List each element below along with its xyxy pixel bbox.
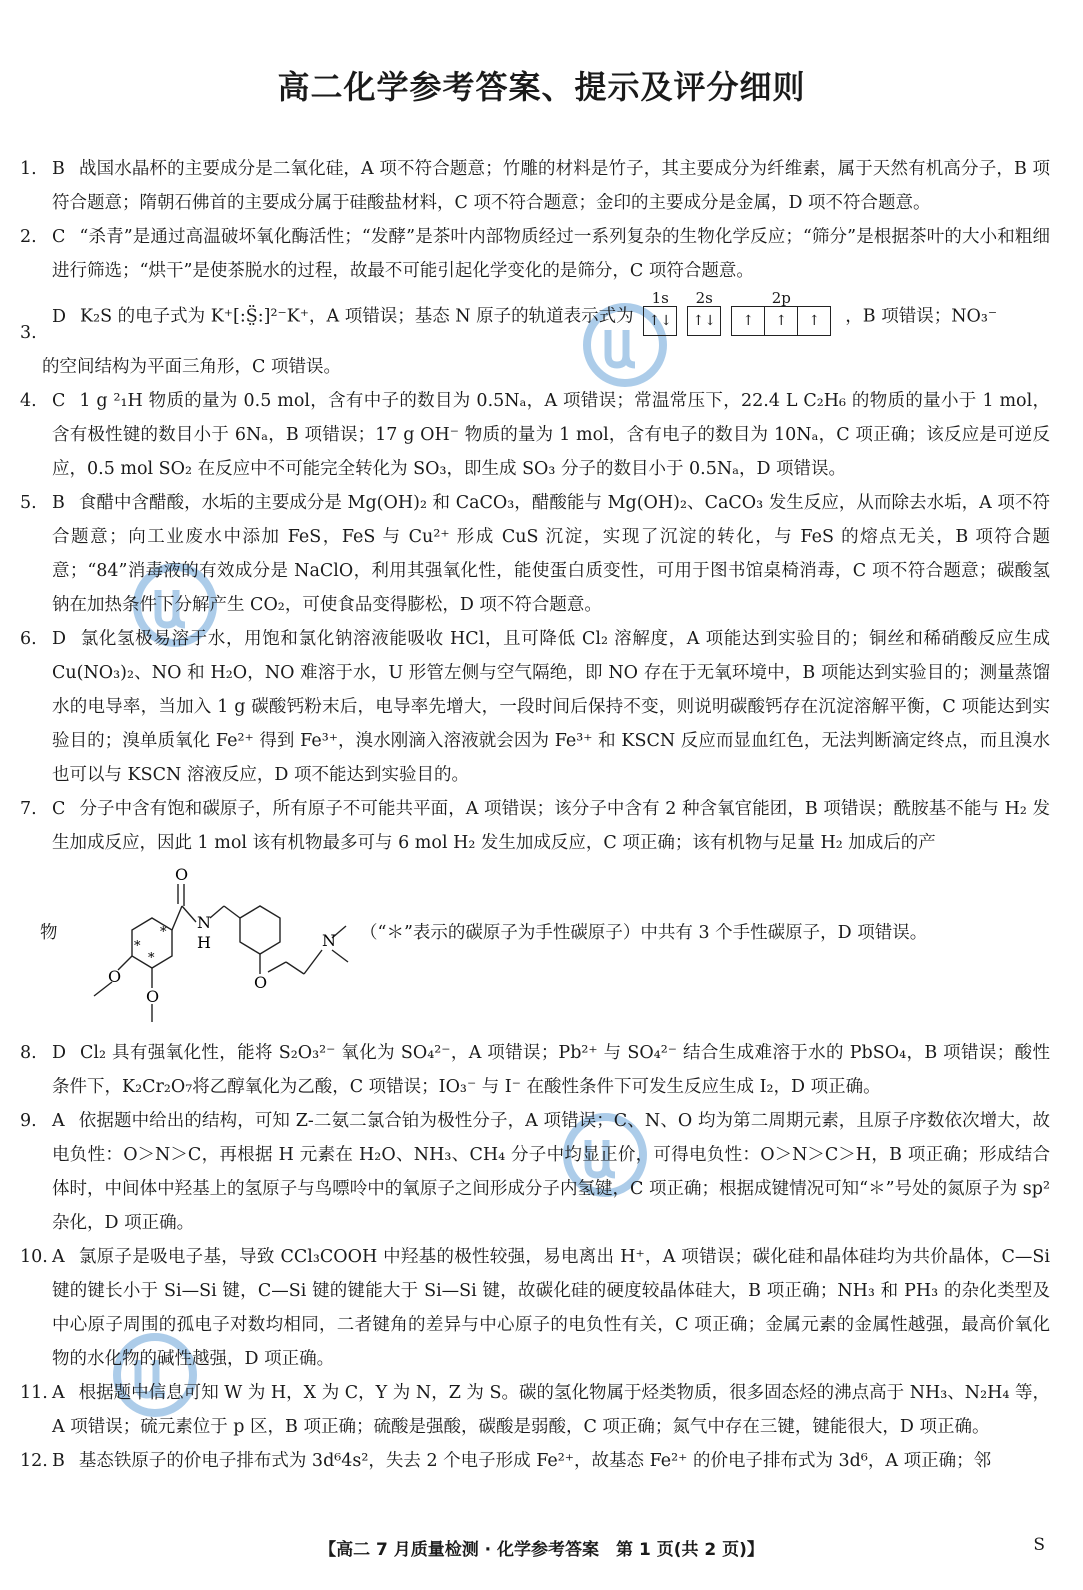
orbital-cell: ↑↓ [692, 313, 716, 329]
item-text: 基态铁原子的价电子排布式为 3d⁶4s²，失去 2 个电子形成 Fe²⁺，故基态 Fe²⁺ 的价电子排布式为 3d⁶，A 项正确；邻 [78, 1451, 992, 1471]
item-number: 8. [20, 1043, 37, 1063]
page-title: 高二化学参考答案、提示及评分细则 [277, 68, 806, 106]
item-answer: B [52, 1451, 65, 1471]
orbital-diagram [643, 290, 841, 336]
item-answer: C [52, 227, 66, 247]
item-text: 战国水晶杯的主要成分是二氧化硅，A 项不符合题意；竹雕的材料是竹子，其主要成分为纤维素，属于天然有机高分子，B 项符合题意；隋朝石佛首的主要成分属于硅酸盐材料，C 项不符合题意；金印的主要成分是金属，D 项不符合题意。 [52, 159, 1050, 213]
item-number: 11. [20, 1383, 48, 1403]
item-number: 9. [20, 1111, 37, 1131]
item-answer: D [52, 629, 67, 649]
item-number: 7. [20, 799, 37, 819]
item-text: 氯原子是吸电子基，导致 CCl₃COOH 中羟基的极性较强，易电离出 H⁺，A 项错误；碳化硅和晶体硅均为共价晶体，C—Si 键的键长小于 Si—Si 键，C—Si 键的键能大于 Si—Si 键，故碳化硅的硬度较晶体硅大，B 项正确；NH₃ 和 PH₃ 的杂化类型及中心原子周围的孤电子对数均相同，二者键角的差异与中心原子的电负性有关，C 项正确；金属元素的金属性越强，最高价氧化物的水化物的碱性越强，D 项正确。 [52, 1247, 1050, 1369]
answer-item-4 [20, 384, 1050, 486]
molecule-row [20, 866, 1050, 1036]
item-text: 氯化氢极易溶于水，用饱和氯化钠溶液能吸收 HCl，且可降低 Cl₂ 溶解度，A 项能达到实验目的；铜丝和稀硝酸反应生成 Cu(NO₃)₂、NO 和 H₂O，NO 难溶于水，U 形管左侧与空气隔绝，即 NO 存在于无氧环境中，B 项能达到实验目的；测量蒸馏水的电导率，当加入 1 g 碳酸钙粉末后，电导率先增大，一段时间后保持不变，则说明碳酸钙存在沉淀溶解平衡，C 项能达到实验目的；溴单质氧化 Fe²⁺ 得到 Fe³⁺，溴水刚滴入溶液就会因为 Fe³⁺ 和 KSCN 反应而显血红色，无法判断滴定终点，而且溴水也可以与 KSCN 溶液反应，D 项不能达到实验目的。 [52, 629, 1050, 785]
answer-item-3-cont [20, 350, 1050, 384]
atom-n-amine: N [322, 931, 336, 950]
footer-version: S [1033, 1535, 1045, 1555]
page-footer: 【高二 7 月质量检测 · 化学参考答案 第 1 页(共 2 页)】 [319, 1540, 764, 1560]
molecule-structure [72, 866, 362, 1026]
item-number: 10. [20, 1247, 48, 1267]
atom-h-amide: H [197, 933, 211, 952]
item-answer: C [52, 799, 66, 819]
answer-item-12 [20, 1444, 1050, 1478]
item-answer: A [52, 1383, 65, 1403]
orbital-cell: ↑ [765, 307, 798, 335]
orbital-cell: ↑ [732, 307, 765, 335]
item-number: 5. [20, 493, 37, 513]
orbital-label-2p: 2p [771, 289, 791, 307]
chiral-star: * [134, 939, 141, 954]
answer-item-3 [20, 289, 1050, 343]
item-text: （“＊”表示的碳原子为手性碳原子）中共有 3 个手性碳原子，D 项错误。 [360, 923, 928, 943]
item-number: 3. [20, 323, 37, 343]
answer-list [20, 152, 1050, 1478]
orbital-label-1s: 1s [651, 289, 669, 307]
item-text: ，B 项错误；NO₃⁻ [845, 306, 998, 327]
item-text: 依据题中给出的结构，可知 Z-二氨二氯合铂为极性分子，A 项错误；C、N、O 均为第二周期元素，且原子序数依次增大，故电负性：O＞N＞C，再根据 H 元素在 H₂O、NH₃、CH₄ 分子中均显正价，可得电负性：O＞N＞C＞H，B 项正确；形成结合体时，中间体中羟基上的氢原子与鸟嘌呤中的氧原子之间形成分子内氢键，C 项正确；根据成键情况可知“＊”号处的氮原子为 sp² 杂化，D 项正确。 [52, 1111, 1050, 1233]
item-text: 物 [40, 923, 58, 943]
answer-item-8 [20, 1036, 1050, 1104]
answer-item-5 [20, 486, 1050, 622]
orbital-cell: ↑↓ [648, 313, 672, 329]
item-answer: B [52, 493, 65, 513]
orbital-label-2s: 2s [695, 289, 713, 307]
item-number: 1. [20, 159, 37, 179]
answer-item-10 [20, 1240, 1050, 1376]
item-text: K₂S 的电子式为 K⁺[:S̤̈:]²⁻K⁺，A 项错误；基态 N 原子的轨道表示式为 [80, 306, 634, 327]
atom-o-carbonyl: O [175, 866, 189, 884]
answer-item-2 [20, 220, 1050, 288]
answer-item-11 [20, 1376, 1050, 1444]
item-text: “杀青”是通过高温破坏氧化酶活性；“发酵”是茶叶内部物质经过一系列复杂的生物化学反应；“筛分”是根据茶叶的大小和粗细进行筛选；“烘干”是使茶脱水的过程，故最不可能引起化学变化的是筛分，C 项符合题意。 [52, 227, 1050, 281]
atom-n-amide: N [197, 913, 211, 932]
item-answer: A [52, 1111, 65, 1131]
item-text: 1 g ²₁H 物质的量为 0.5 mol，含有中子的数目为 0.5Nₐ，A 项错误；常温常压下，22.4 L C₂H₆ 的物质的量小于 1 mol，含有极性键的数目小于 6Nₐ，B 项错误；17 g OH⁻ 物质的量为 1 mol，含有电子的数目为 10Nₐ，C 项正确；该反应是可逆反应，0.5 mol SO₂ 在反应中不可能完全转化为 SO₃，即生成 SO₃ 分子的数目小于 0.5Nₐ，D 项错误。 [52, 391, 1050, 479]
item-answer: C [52, 391, 66, 411]
atom-o-methoxy-1: O [108, 967, 122, 986]
item-number: 4. [20, 391, 37, 411]
atom-o-ether: O [254, 973, 268, 992]
item-text: 的空间结构为平面三角形，C 项错误。 [42, 357, 341, 377]
item-answer: D [52, 1043, 67, 1063]
item-text: Cl₂ 具有强氧化性，能将 S₂O₃²⁻ 氧化为 SO₄²⁻，A 项错误；Pb²⁺ 与 SO₄²⁻ 结合生成难溶于水的 PbSO₄，B 项错误；酸性条件下，K₂Cr₂O₇将乙醇氧化为乙酸，C 项错误；IO₃⁻ 与 I⁻ 在酸性条件下可发生反应生成 I₂，D 项正确。 [52, 1043, 1050, 1097]
chiral-star: * [148, 951, 155, 966]
item-answer: D [52, 306, 67, 327]
chiral-star: * [160, 925, 167, 940]
answer-item-9 [20, 1104, 1050, 1240]
item-text: 食醋中含醋酸，水垢的主要成分是 Mg(OH)₂ 和 CaCO₃，醋酸能与 Mg(OH)₂、CaCO₃ 发生反应，从而除去水垢，A 项不符合题意；向工业废水中添加 FeS，FeS 与 Cu²⁺ 形成 CuS 沉淀，实现了沉淀的转化，与 FeS 的熔点无关，B 项符合题意；“84”消毒液的有效成分是 NaClO，利用其强氧化性，能使蛋白质变性，可用于图书馆桌椅消毒，C 项不符合题意；碳酸氢钠在加热条件下分解产生 CO₂，可使食品变得膨松，D 项不符合题意。 [52, 493, 1050, 615]
item-answer: A [52, 1247, 65, 1267]
item-text: 根据题中信息可知 W 为 H，X 为 C，Y 为 N，Z 为 S。碳的氢化物属于烃类物质，很多固态烃的沸点高于 NH₃、N₂H₄ 等，A 项错误；硫元素位于 p 区，B 项正确；硫酸是强酸，碳酸是弱酸，C 项正确；氮气中存在三键，键能很大，D 项正确。 [52, 1383, 1050, 1437]
answer-item-1 [20, 152, 1050, 220]
item-number: 2. [20, 227, 37, 247]
item-number: 6. [20, 629, 37, 649]
answer-item-6 [20, 622, 1050, 792]
item-number: 12. [20, 1451, 48, 1471]
item-answer: B [52, 159, 65, 179]
orbital-cell: ↑ [808, 313, 821, 329]
answer-item-7 [20, 792, 1050, 860]
atom-o-methoxy-2: O [146, 987, 160, 1006]
item-text: 分子中含有饱和碳原子，所有原子不可能共平面，A 项错误；该分子中含有 2 种含氧官能团，B 项错误；酰胺基不能与 H₂ 发生加成反应，因此 1 mol 该有机物最多可与 6 mol H₂ 发生加成反应，C 项正确；该有机物与足量 H₂ 加成后的产 [52, 799, 1050, 853]
